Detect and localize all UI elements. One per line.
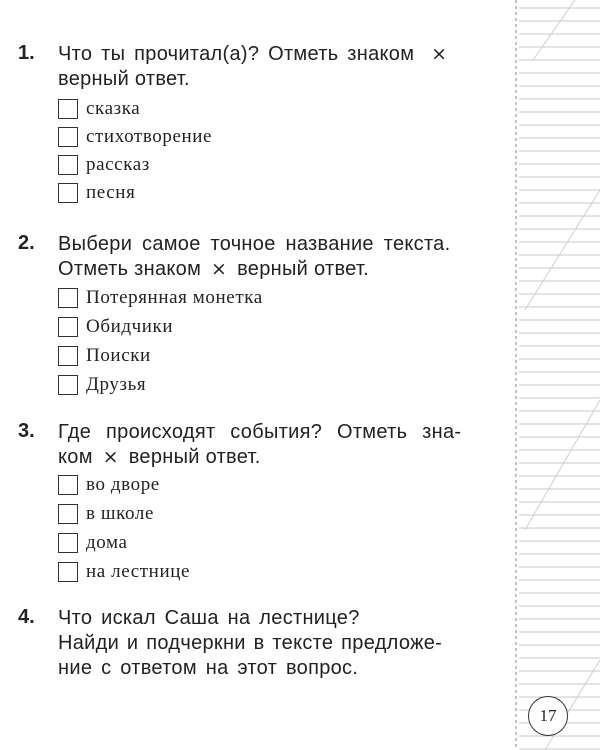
option-druzya[interactable]: [58, 373, 146, 397]
checkbox[interactable]: [58, 99, 78, 119]
question-number: 4.: [18, 606, 35, 628]
option-na-lestnitse[interactable]: [58, 560, 190, 584]
option-label: песня: [86, 182, 136, 203]
checkbox[interactable]: [58, 127, 78, 147]
cross-mark-icon: ×: [211, 258, 228, 280]
option-poiski[interactable]: [58, 344, 151, 368]
question-line: верный ответ.: [58, 68, 190, 90]
option-doma[interactable]: [58, 531, 128, 555]
checkbox[interactable]: [58, 475, 78, 495]
option-obidchiki[interactable]: [58, 315, 173, 339]
question-text: [58, 420, 508, 470]
option-skazka[interactable]: [58, 97, 140, 121]
option-v-shkole[interactable]: [58, 502, 154, 526]
option-rasskaz[interactable]: [58, 153, 150, 177]
checkbox[interactable]: [58, 375, 78, 395]
checkbox[interactable]: [58, 533, 78, 553]
cross-mark-icon: ×: [431, 43, 448, 65]
option-label: дома: [86, 532, 128, 553]
page-number: 17: [528, 696, 568, 736]
question-line: Выбери самое точное название текста.: [58, 233, 451, 255]
question-number: 2.: [18, 232, 35, 254]
option-label: Потерянная монетка: [86, 287, 263, 308]
option-label: рассказ: [86, 154, 150, 175]
option-pesnya[interactable]: [58, 181, 135, 205]
option-label: сказка: [86, 98, 141, 119]
checkbox[interactable]: [58, 562, 78, 582]
question-line: Где происходят события? Отметь зна-: [58, 421, 462, 443]
option-vo-dvore[interactable]: [58, 473, 160, 497]
question-text: [58, 232, 508, 282]
checkbox[interactable]: [58, 288, 78, 308]
option-stikhotvorenie[interactable]: [58, 125, 212, 149]
option-label: Поиски: [86, 345, 151, 366]
question-number: 1.: [18, 42, 35, 64]
checkbox[interactable]: [58, 183, 78, 203]
question-text: [58, 42, 508, 92]
question-line: Что искал Саша на лестнице?: [58, 607, 360, 629]
question-text: [58, 606, 508, 681]
option-label: на лестнице: [86, 561, 191, 582]
option-label: стихотворение: [86, 126, 213, 147]
question-line: Отметь знаком: [58, 258, 202, 280]
ruled-margin: [515, 0, 600, 750]
question-line: Что ты прочитал(а)? Отметь знаком: [58, 43, 415, 65]
question-line: Найди и подчеркни в тексте предложе-: [58, 632, 443, 654]
option-label: во дворе: [86, 474, 160, 495]
question-number: 3.: [18, 420, 35, 442]
question-line: ком: [58, 446, 93, 468]
question-line: верный ответ.: [128, 446, 261, 468]
option-label: в школе: [86, 503, 154, 524]
checkbox[interactable]: [58, 346, 78, 366]
checkbox[interactable]: [58, 317, 78, 337]
cross-mark-icon: ×: [102, 446, 119, 468]
question-line: верный ответ.: [237, 258, 370, 280]
option-poteryannaya-monetka[interactable]: [58, 286, 263, 310]
option-label: Обидчики: [86, 316, 174, 337]
option-label: Друзья: [86, 374, 147, 395]
checkbox[interactable]: [58, 504, 78, 524]
question-line: ние с ответом на этот вопрос.: [58, 657, 359, 679]
checkbox[interactable]: [58, 155, 78, 175]
